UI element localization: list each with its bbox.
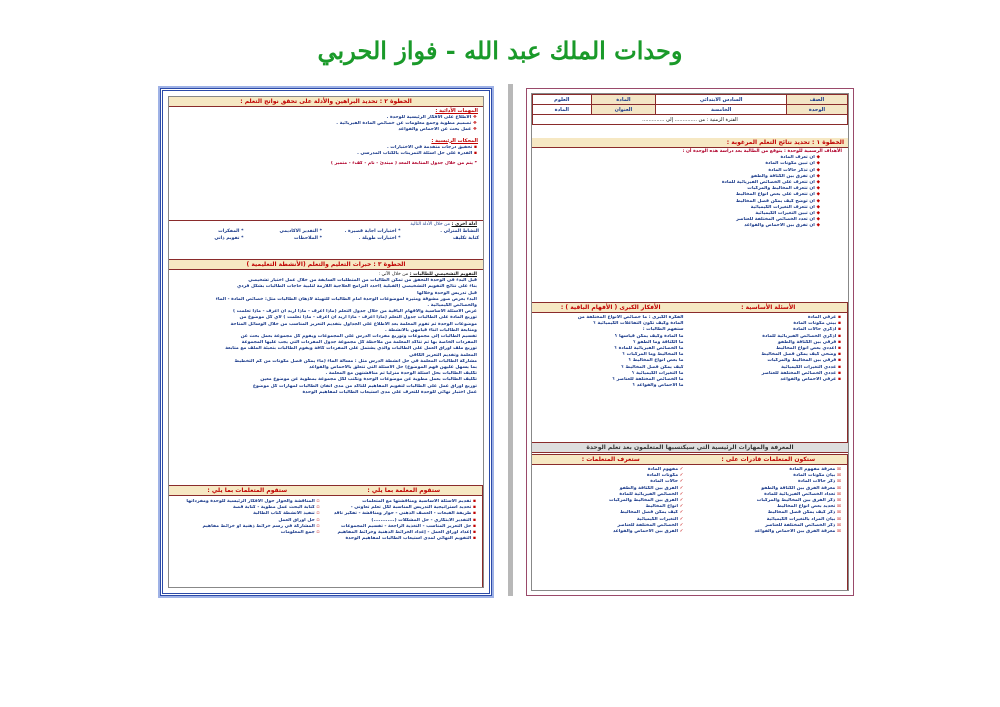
goal-item-text: أن تعرف المادة xyxy=(780,155,815,161)
goal-item-marker-icon: ◆ xyxy=(814,180,820,186)
will-do-item-text: ذكر الخصائص المختلفة للعناصر xyxy=(765,522,836,528)
ideas-section xyxy=(532,302,848,442)
step2-section xyxy=(169,97,483,167)
skills-header: المعرفة والمهارات الرئيسية التي سيكتسبها المتعلمون بعد تعلم الوحدة xyxy=(532,443,848,453)
essential-question-text: عددي التغيرات الكيميائية xyxy=(781,364,837,370)
will-know-item-marker-icon: ✓ xyxy=(678,491,684,497)
big-ideas-header: الأفكار الكبرى ( الأفهام الباقية ) : xyxy=(532,303,690,313)
will-know-item-marker-icon: ✓ xyxy=(678,522,684,528)
essential-question-marker-icon: ▪ xyxy=(836,321,841,327)
essential-question-text: وضحي كيف يمكن فصل المخاليط xyxy=(761,352,837,358)
grade-label: الصف xyxy=(787,95,848,105)
essential-question-marker-icon: ▪ xyxy=(836,364,841,370)
big-idea-line-text: كيف يمكن فصل المخاليط ؟ xyxy=(621,364,684,370)
will-know-item-text: حالات المادة xyxy=(650,479,679,485)
step3-section xyxy=(169,259,483,485)
task-item-marker-icon: ❖ xyxy=(471,127,477,133)
student-activity-marker-icon: ▫ xyxy=(314,530,320,536)
period: الفترة الزمنية : من .............. إلى .............. xyxy=(533,115,848,125)
big-idea-line-text: المادة وكيف تكون التفاعلات الكيميائية ؟ xyxy=(593,321,684,327)
will-do-item-text: ذكر كيف يمكن فصل المخاليط xyxy=(767,510,836,516)
step1-header: الخطوة ١ : تحديد نتائج التعلم المرغوبة : xyxy=(532,138,848,148)
learning-line xyxy=(169,390,483,396)
students-column xyxy=(169,486,326,587)
will-know-item-text: الفرق بين الأحماض والقواعد xyxy=(612,529,679,535)
goal-item-marker-icon: ◆ xyxy=(814,223,820,229)
goal-item-text: أن تبين التغيرات الكيميائية xyxy=(755,211,815,217)
learning-line-text: عرض الأسئلة الأساسية والأفهام الباقية من خلال جدول التعلم (ماذا أعرف - ماذا أريد أن أعرف - ماذا تعلمت ) xyxy=(233,309,477,315)
other-evidence-title: أدلة أخرى : xyxy=(451,222,477,227)
teacher-activity-marker-icon: ▪ xyxy=(471,530,476,536)
student-activity-text: المشاركة في رسم خرائط ذهنية أو خرائط مفاهيم xyxy=(202,523,315,529)
essential-question-marker-icon: ▪ xyxy=(836,352,841,358)
teacher-activity-marker-icon: ▪ xyxy=(471,505,476,511)
teacher-column xyxy=(326,486,484,587)
essential-question-text: عددي الخصائص المختلفة للعناصر xyxy=(761,370,837,376)
will-do-item-marker-icon: ☒ xyxy=(835,479,841,485)
learning-line-text: قبل البدء في الوحدة التحقق من تمكن الطالبات من المتطلبات السابقة من خلال عمل اختبار تشخيصي xyxy=(248,278,477,284)
big-idea-line-text: ما المخاليط وما المركبات ؟ xyxy=(622,352,684,358)
essential-question-text: اذكري الخصائص الفيزيائية للمادة xyxy=(762,333,837,339)
criteria-item-marker-icon: ▪ xyxy=(472,150,477,156)
will-do-item xyxy=(690,529,848,535)
student-activity-marker-icon: ▫ xyxy=(314,511,320,517)
subject-value: العلوم xyxy=(533,95,592,105)
goal-item-text: أن تبين مكونات المادة xyxy=(765,161,815,167)
will-do-item-marker-icon: ☒ xyxy=(835,504,841,510)
essential-q-header: الأسئلة الأساسية : xyxy=(690,303,848,313)
essential-question-text: اعددي بعض أنواع المخاليط xyxy=(776,346,837,352)
student-activity-marker-icon: ▫ xyxy=(314,505,320,511)
goal-item-text: أن تذكر حالات المادة xyxy=(768,167,815,173)
page-title: وحدات الملك عبد الله - فواز الحربي xyxy=(317,36,683,65)
goal-item-text: أن تفرق بين الأحماض والقواعد xyxy=(744,223,815,229)
other-evidence-sub: من خلال الأدلة التالية xyxy=(410,222,451,227)
big-idea-line-text: ما التغيرات الكيميائية ؟ xyxy=(631,370,684,376)
will-know-item-marker-icon: ✓ xyxy=(678,485,684,491)
essential-question-marker-icon: ▪ xyxy=(836,346,841,352)
goal-item-text: أن توضح كيف يمكن فصل المخاليط xyxy=(735,198,815,204)
evidence-row xyxy=(169,235,483,242)
will-do-item-marker-icon: ☒ xyxy=(835,467,841,472)
learning-line-text: المفردات الخاصة بها ثم تتأكد المعلمة من ملاحظة كل مجموعة جدول المفردات التي يجب عليها المجموعة xyxy=(241,340,477,346)
step1-section xyxy=(532,138,848,303)
will-do-item-marker-icon: ☒ xyxy=(835,510,841,516)
subject-label: المادة xyxy=(591,95,656,105)
big-idea-line-text: ما الخصائص الفيزيائية للمادة ؟ xyxy=(614,346,684,352)
big-idea-line-text: ستفهم الطالبات : xyxy=(642,327,684,333)
student-activity xyxy=(169,530,326,536)
step3-header: الخطوة ٣ : خبرات التعليم والتعلم (الأنشطة التعليمية ) xyxy=(169,260,483,270)
goal-item-marker-icon: ◆ xyxy=(814,198,820,204)
will-know-header: ستعرف المتعلمات : xyxy=(532,455,690,465)
evidence-item: * التقدير الاكاديمي xyxy=(279,229,322,235)
goal-item-text: أن تتعرف على بعض أنواع المخاليط xyxy=(735,192,815,198)
evidence-item: * المفكرات xyxy=(218,229,244,235)
will-know-item-text: التغيرات الكيميائية xyxy=(636,516,679,522)
diag-title: التقويم التشخيصي للطالبات : xyxy=(409,272,477,277)
will-do-item-marker-icon: ☒ xyxy=(835,485,841,491)
essential-question-text: اذكري حالات المادة xyxy=(793,327,837,333)
will-know-item-text: مفهوم المادة xyxy=(647,467,679,472)
unit-info-table xyxy=(532,94,848,125)
will-do-item-marker-icon: ☒ xyxy=(835,529,841,535)
other-evidence-section xyxy=(169,220,483,258)
task-item-text: تصميم مطوية وجمع معلومات عن خصائص المادة الفيزيائية . xyxy=(336,121,472,127)
big-idea-line-text: الفكرة الكبرى : ما خصائص الأنواع المختلفة من xyxy=(577,315,684,320)
will-know-list xyxy=(532,465,690,535)
teacher-activity-marker-icon: ▪ xyxy=(471,536,476,542)
will-know-item-text: مكونات المادة xyxy=(646,473,679,479)
will-know-item-marker-icon: ✓ xyxy=(678,467,684,472)
teacher-activity xyxy=(326,536,483,542)
will-do-item-marker-icon: ☒ xyxy=(835,498,841,504)
left-document-page xyxy=(160,88,492,596)
will-do-item-text: ذكر حالات المادة xyxy=(797,479,836,485)
learning-list xyxy=(169,278,483,396)
essential-question-text: عرفي الأحماض والقواعد xyxy=(780,377,837,383)
tasks-title: المهمات الأدائية : xyxy=(435,108,478,114)
task-item-marker-icon: ❖ xyxy=(471,121,477,127)
teacher-activity-text: تقديم الأسئلة الأساسية ومناقشتها مع المتعلمات xyxy=(362,499,472,504)
learning-line-text: قبل تدريس الوحدة وخلالها xyxy=(416,290,477,296)
criteria-item-text: القدرة على حل اسئلة التمرينات بالكتاب المدرسي . xyxy=(357,150,473,156)
teacher-activity-text: التقويم النهائي لمدى استيعاب الطالبات لمفاهيم الوحدة xyxy=(345,536,472,542)
will-do-item-text: معرفة الفرق بين الكثافة والطفو xyxy=(761,485,836,491)
goal-item-marker-icon: ◆ xyxy=(814,217,820,223)
will-know-item-marker-icon: ✓ xyxy=(678,473,684,479)
will-know-item xyxy=(532,529,690,535)
will-do-list xyxy=(690,465,848,535)
unit-title-label: العنوان xyxy=(591,105,656,115)
will-do-item-text: بيان مكونات المادة xyxy=(793,473,836,479)
big-idea-line xyxy=(532,383,690,389)
student-activity-text: تنفيذ الأنشطة كتاب الطالبة xyxy=(253,511,315,517)
rubric-note: * يتم من خلال جدول المتابعة المعد ( مبتدئ - نام - كفء - متميز ) xyxy=(330,161,477,167)
will-do-item-text: تعداد الخصائص الفيزيائية للمادة xyxy=(764,491,836,497)
goal-item-text: أن تتعرف على الخصائص الفيزيائية للمادة xyxy=(721,180,815,186)
essential-question-text: بيني مكونات المادة xyxy=(793,321,837,327)
student-activity-text: جمع المعلومات xyxy=(280,530,315,536)
big-idea-line-text: ما بعض أنواع المخاليط ؟ xyxy=(628,358,684,364)
will-do-item-marker-icon: ☒ xyxy=(835,491,841,497)
big-ideas-list xyxy=(532,313,690,389)
goal-item-marker-icon: ◆ xyxy=(814,192,820,198)
skills-section xyxy=(532,454,848,590)
learning-line-text: بما يسهل عليهن فهم الموضوع) حل الأسئلة التي تتعلق بالأحماض والقواعد xyxy=(309,365,477,371)
evidence-item: * تقويم ذاتي xyxy=(214,236,244,242)
learning-line-text: توزيع أوراق عمل على الطالبات لتقويم المفاهيم للتأكد من مدى اتقان الطالبات لمهارات كل موضوع xyxy=(252,383,477,389)
task-item-text: عمل بحث عن الأحماض والقواعد xyxy=(398,127,472,133)
goal-item-text: أن تعدد الخصائص المختلفة للعناصر xyxy=(736,217,815,223)
will-do-column xyxy=(690,455,849,590)
will-do-header: ستكون المتعلمات قادرات على : xyxy=(690,455,848,465)
criteria-list xyxy=(169,145,483,157)
learning-line-text: عمل اختبار نهائي للوحدة للتعرف على مدى استيعاب الطالبات لمفاهيم الوحدة xyxy=(302,389,477,395)
unit-value: الخامسة xyxy=(656,105,787,115)
goal-item-marker-icon: ◆ xyxy=(814,155,820,161)
step2-header: الخطوة ٢ : تحديد البراهين والأدلة على تحقق نواتج التعلم : xyxy=(169,97,483,107)
student-activity-text: المناقشة والحوار حول الأفكار الرئيسية للوحدة ومفرداتها xyxy=(186,499,315,504)
evidence-item: * اختبارات اجابة قصيرة . xyxy=(344,229,401,235)
teacher-activity-text: حل التعزيز المناسب - التغذية الراجعة - تقسيم المجموعات xyxy=(341,523,472,529)
teacher-activity-text: تحديد استراتيجية التدريس المناسبة لكل تعلم تعاوني - xyxy=(350,505,472,511)
student-activity-marker-icon: ▫ xyxy=(314,499,320,504)
diag-sub: من خلال الآتي : xyxy=(378,272,409,277)
learning-line-text: بناء على نتائج التقويم التشخيصي (القبلية )أحدد البرامج العلاجية اللازمة لتلبية حاجات الطالبات بشكل فردي xyxy=(236,284,477,290)
evidence-item: النشاط المنزلي . xyxy=(440,229,479,235)
skills-header-section xyxy=(532,442,848,453)
will-do-item-text: تحديد بعض أنواع المخاليط xyxy=(777,504,836,510)
will-do-item-text: ذكر الفرق بين المخاليط والمركبات xyxy=(756,498,836,504)
task-item-text: الاطلاع على الأفكار الرئيسية للوحدة . xyxy=(386,115,472,120)
student-activity-text: كتابة البحث عمل مطوية - كتابة قصة xyxy=(233,505,315,511)
will-know-item-text: الفرق بين الكثافة والطفو xyxy=(619,485,679,491)
will-know-item-marker-icon: ✓ xyxy=(678,479,684,485)
essential-question-marker-icon: ▪ xyxy=(836,358,841,364)
learning-line-text: موضوعات الوحدة ثم تقوم المعلمة بعد الاطلاع على الجداول بتقديم التعزيز المناسب من خلال الوسائل المتاحة xyxy=(230,321,477,327)
will-know-column xyxy=(532,455,690,590)
right-document-page xyxy=(526,88,854,596)
teacher-activity-text: طريقة القبعات - العصف الذهني - حوار ومناقشة - تفكير ناقد xyxy=(333,511,472,517)
essential-question-marker-icon: ▪ xyxy=(836,327,841,333)
goal-item-text: أن تفرق بين الكثافة والطفو xyxy=(751,173,815,179)
essential-question-marker-icon: ▪ xyxy=(836,315,841,320)
students-header: ستقوم المتعلمات بما يلي : xyxy=(169,486,326,496)
goal-item-marker-icon: ◆ xyxy=(814,161,820,167)
will-know-item-text: كيف يمكن فصل المخاليط xyxy=(620,510,679,516)
will-do-item-text: معرفة مفهوم المادة xyxy=(789,467,836,472)
teacher-activity-text: إعداد أوراق العمل - إعداد الخرائط الذهنية وخرائط المفاهيم xyxy=(337,530,472,536)
criteria-item-text: تحقيق درجات متقدمة في الاختبارات . xyxy=(386,144,473,150)
essential-question-text: فرقي بين الكثافة والطفو xyxy=(778,339,837,345)
essential-question-marker-icon: ▪ xyxy=(836,333,841,339)
unit-title-value: المادة xyxy=(533,105,592,115)
learning-line-text: ومتابعة الطالبات أثناء قيامهن بالأنشطة . xyxy=(385,327,477,333)
unit-label: الوحدة xyxy=(787,105,848,115)
roles-section xyxy=(169,485,483,587)
learning-line-text: تقسيم الطالبات إلى مجموعات وتوزيع مفردات الدرس على المجموعات ويقوم كل مجموعة بعمل بحث عن xyxy=(240,334,477,340)
goal-item-marker-icon: ◆ xyxy=(814,167,820,173)
evidence-row xyxy=(169,228,483,235)
will-know-item-marker-icon: ✓ xyxy=(678,516,684,522)
essential-q-column xyxy=(690,303,849,442)
will-do-item-marker-icon: ☒ xyxy=(835,516,841,522)
will-do-item-marker-icon: ☒ xyxy=(835,522,841,528)
essential-question-text: فرقي بين المخاليط والمركبات xyxy=(767,358,837,364)
right-page-frame xyxy=(531,93,849,591)
will-do-item-marker-icon: ☒ xyxy=(835,473,841,479)
learning-line-text: تكليف الطالبات بعمل مطوية عن موضوعات الوحدة ونكتب لكل مجموعة بمطوية عن موضوع معين xyxy=(260,377,477,383)
teacher-activity-marker-icon: ▪ xyxy=(471,517,476,523)
left-page-frame xyxy=(168,96,484,588)
goal-item-marker-icon: ◆ xyxy=(814,204,820,210)
big-idea-line-text: ما الأحماض والقواعد ؟ xyxy=(632,383,684,389)
essential-question-marker-icon: ▪ xyxy=(836,370,841,376)
criteria-item-marker-icon: ▪ xyxy=(472,144,477,150)
goal-item-text: أن تتعرف التغيرات الكيميائية xyxy=(750,204,815,210)
goal-item-text: أن تتعرف المخاليط والمركبات xyxy=(747,186,815,192)
essential-question-text: عرفي المادة xyxy=(807,315,837,320)
essential-q-list xyxy=(690,313,848,383)
will-know-item-marker-icon: ✓ xyxy=(678,498,684,504)
criteria-title: المحكات الرئيسية : xyxy=(431,137,478,144)
big-idea-line-text: ما المادة وكيف يمكن قياسها ؟ xyxy=(614,333,684,339)
big-idea-line-text: ما الكثافة وما الطفو ؟ xyxy=(633,339,684,345)
evidence-item: كتابة تكليف xyxy=(453,236,479,242)
will-know-item-text: أنواع المخاليط xyxy=(645,504,679,510)
learning-line-text: توزيع المادة على الطالبات جدول التعلم (ماذا أعرف - ماذا أريد أن أعرف - ماذا تعلمت ) لأي كل موضوع من xyxy=(239,315,477,321)
learning-line-text: توزيع ملف أوراق العمل على الطالبات والذي يشتمل على المفردات كافة ويقوم الطالبات بتعبئة الملف مع متابعة xyxy=(225,346,477,352)
teacher-activity-text: التقدير الابتكاري - حل المشكلات (............) xyxy=(371,517,472,523)
will-know-item-marker-icon: ✓ xyxy=(678,510,684,516)
task-item-marker-icon: ❖ xyxy=(471,115,477,120)
task-item xyxy=(169,127,483,133)
big-idea-line-text: ما الخصائص المختلفة للعناصر ؟ xyxy=(612,377,684,383)
learning-line-text: المعلمة وتقديم التعزيز الكافي xyxy=(409,352,477,358)
student-activity-marker-icon: ▫ xyxy=(314,517,320,523)
will-know-item-text: الخصائص المختلفة للعناصر xyxy=(617,522,679,528)
student-activity-marker-icon: ▫ xyxy=(314,523,320,529)
teacher-list xyxy=(326,496,483,542)
learning-line-text: مشاركة الطالبات المعلمة في حل أنشطة الدرس مثل : مسألة الماء (ماء يمكن فصل مكونات من كم التخطيط xyxy=(234,358,477,364)
criteria-item xyxy=(169,151,483,157)
essential-question-marker-icon: ▪ xyxy=(836,377,841,383)
essential-question xyxy=(690,377,848,383)
learning-line-text: تكليف الطالبات بحل أسئلة الوحدة منزلياً ثم مناقشتهن مع المعلمة . xyxy=(325,371,477,377)
learning-line-text: البدء بعرض صور مشوقة ومثيرة لموضوعات الوحدة أمام الطالبات للتهيئة لأذهان الطالبات مثل: خصائص المادة - الماء xyxy=(215,296,477,302)
evidence-item: * الملاحظات xyxy=(294,236,322,242)
teacher-activity-marker-icon: ▪ xyxy=(471,523,476,529)
evidence-item: * اختبارات طويلة . xyxy=(358,236,401,242)
will-know-item-marker-icon: ✓ xyxy=(678,529,684,535)
teacher-header: ستقوم المعلمة بما يلي : xyxy=(326,486,483,496)
goal-item-marker-icon: ◆ xyxy=(814,211,820,217)
goal-item-marker-icon: ◆ xyxy=(814,186,820,192)
goal-item xyxy=(532,223,826,229)
will-know-item-text: الفرق بين المخاليط والمركبات xyxy=(609,498,679,504)
grade-value: السادس الابتدائي xyxy=(656,95,787,105)
teacher-activity-marker-icon: ▪ xyxy=(471,499,476,504)
will-know-item-text: الخصائص الفيزيائية للمادة xyxy=(619,491,679,497)
goal-item-marker-icon: ◆ xyxy=(814,173,820,179)
big-ideas-column xyxy=(532,303,690,442)
student-activity-text: حل أوراق العمل xyxy=(278,517,315,523)
evidence-grid xyxy=(169,228,483,242)
students-list xyxy=(169,496,326,536)
teacher-activity-marker-icon: ▪ xyxy=(471,511,476,517)
tasks-list xyxy=(169,115,483,134)
essential-question-marker-icon: ▪ xyxy=(836,339,841,345)
goals-list xyxy=(532,155,848,229)
goals-intro: الأهداف الرسمية للوحدة : يتوقع من الطالبة بعد دراسة هذه الوحدة أن : xyxy=(682,149,842,154)
will-do-item-text: بيان المراد بالتغيرات الكيميائية xyxy=(766,516,836,522)
will-know-item-marker-icon: ✓ xyxy=(678,504,684,510)
page-divider xyxy=(508,84,513,596)
learning-line-text: والخصائص الكيميائية . xyxy=(427,303,477,309)
will-do-item-text: معرفة الفرق بين الأحماض والقواعد xyxy=(754,529,836,535)
